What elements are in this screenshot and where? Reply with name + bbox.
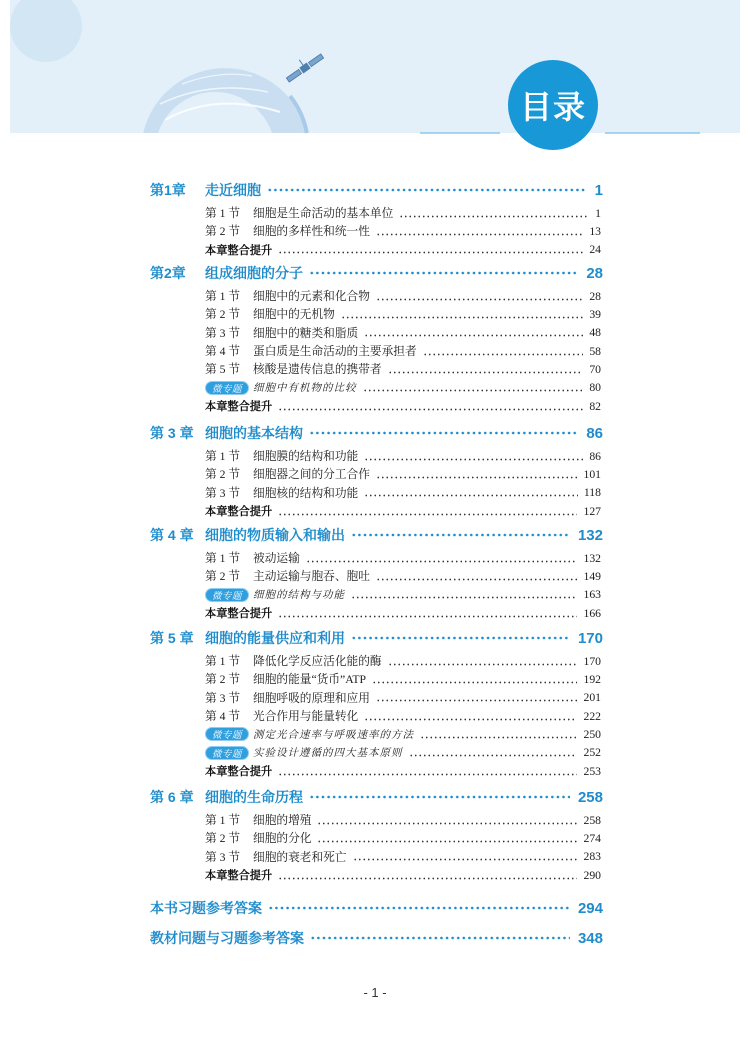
review-page: 290 (583, 868, 601, 882)
section-label: 第 2 节 (205, 308, 241, 322)
section-title: 细胞的多样性和统一性 (253, 225, 370, 239)
appendix-title: 本书习题参考答案 (150, 900, 262, 916)
section-title: 细胞中的元素和化合物 (253, 290, 370, 304)
section-title: 细胞膜的结构和功能 (253, 450, 359, 464)
chapter-title: 细胞的生命历程 (205, 789, 303, 805)
review-title: 本章整合提升 (205, 608, 273, 621)
dot-leader (376, 233, 583, 236)
section-page: 283 (583, 850, 601, 864)
section-label: 第 1 节 (205, 552, 241, 566)
chapter-block (150, 523, 603, 622)
dot-leader (306, 560, 578, 563)
chapter-label: 第 3 章 (150, 425, 194, 441)
section-title: 细胞器之间的分工合作 (253, 468, 370, 482)
section-title: 细胞中的无机物 (253, 308, 335, 322)
section-title: 核酸是遗传信息的携带者 (253, 363, 382, 377)
section-label: 第 1 节 (205, 655, 241, 669)
section-label: 第 2 节 (205, 832, 241, 846)
topic-badge: 微专题 (205, 727, 249, 741)
section-title: 细胞的能量“货币”ATP (253, 673, 366, 687)
topic-row (150, 725, 603, 743)
topic-row (150, 586, 603, 604)
chapter-block (150, 178, 603, 259)
dot-leader (388, 371, 584, 374)
section-title: 光合作用与能量转化 (253, 710, 359, 724)
chapter-label: 第 4 章 (150, 527, 194, 543)
dot-leader (309, 431, 578, 435)
dot-leader (278, 773, 577, 776)
section-row (150, 465, 603, 483)
topic-row (150, 379, 603, 397)
review-page: 82 (589, 399, 601, 413)
chapter-title: 细胞的基本结构 (205, 425, 303, 441)
topic-title: 细胞中有机物的比较 (253, 383, 357, 395)
chapter-label: 第1章 (150, 182, 186, 198)
review-title: 本章整合提升 (205, 244, 273, 257)
dot-leader (309, 795, 570, 799)
dot-leader (376, 699, 578, 702)
section-row (150, 360, 603, 378)
chapter-page: 132 (577, 526, 603, 544)
toc-title: 目录 (519, 88, 586, 126)
section-row (150, 567, 603, 585)
dot-leader (409, 754, 578, 757)
dot-leader (310, 936, 570, 940)
review-row (150, 604, 603, 622)
section-row (150, 447, 603, 465)
section-label: 第 3 节 (205, 691, 241, 705)
dot-leader (351, 533, 570, 537)
dot-leader (278, 877, 577, 880)
section-title: 细胞中的糖类和脂质 (253, 326, 359, 340)
chapter-title: 细胞的物质输入和输出 (205, 527, 345, 543)
review-row (150, 502, 603, 520)
dot-leader (317, 840, 577, 843)
review-title: 本章整合提升 (205, 870, 273, 883)
page-number: - 1 - (363, 985, 387, 1000)
section-label: 第 3 节 (205, 850, 241, 864)
section-row (150, 342, 603, 360)
topic-page: 80 (589, 381, 601, 395)
section-label: 第 2 节 (205, 673, 241, 687)
section-label: 第 4 节 (205, 710, 241, 724)
appendix-page: 294 (577, 899, 603, 917)
chapter-row (150, 523, 603, 547)
dot-leader (267, 188, 587, 192)
section-page: 118 (583, 486, 601, 500)
section-row (150, 829, 603, 847)
topic-badge: 微专题 (205, 746, 249, 760)
topic-page: 163 (583, 588, 601, 602)
section-row (150, 549, 603, 567)
dot-leader (420, 736, 577, 739)
dot-leader (278, 408, 583, 411)
dot-leader (278, 513, 577, 516)
dot-leader (268, 906, 570, 910)
section-title: 细胞的衰老和死亡 (253, 850, 347, 864)
dot-leader (363, 389, 584, 392)
section-page: 274 (583, 831, 601, 845)
appendix-row (150, 926, 603, 950)
chapter-row (150, 421, 603, 445)
section-label: 第 3 节 (205, 486, 241, 500)
review-row (150, 397, 603, 415)
section-row (150, 848, 603, 866)
section-label: 第 1 节 (205, 290, 241, 304)
section-page: 70 (589, 362, 601, 376)
section-row (150, 484, 603, 502)
dot-leader (364, 458, 583, 461)
section-label: 第 4 节 (205, 345, 241, 359)
dot-leader (351, 636, 570, 640)
appendix-page: 348 (577, 929, 603, 947)
dot-leader (353, 858, 578, 861)
section-page: 170 (583, 654, 601, 668)
dot-leader (341, 316, 583, 319)
section-row (150, 689, 603, 707)
chapter-row (150, 785, 603, 809)
section-page: 101 (583, 467, 601, 481)
topic-page: 252 (583, 746, 601, 760)
section-label: 第 1 节 (205, 207, 241, 221)
review-row (150, 762, 603, 780)
section-title: 细胞核的结构和功能 (253, 486, 359, 500)
section-row (150, 652, 603, 670)
section-page: 201 (583, 691, 601, 705)
appendix-row (150, 896, 603, 920)
section-page: 13 (589, 224, 601, 238)
dot-leader (376, 578, 578, 581)
chapter-row (150, 261, 603, 285)
chapter-label: 第2章 (150, 265, 186, 281)
dot-leader (317, 822, 577, 825)
section-row (150, 287, 603, 305)
section-page: 39 (589, 307, 601, 321)
review-title: 本章整合提升 (205, 766, 273, 779)
topic-badge: 微专题 (205, 381, 249, 395)
section-page: 48 (589, 326, 601, 340)
dot-leader (364, 334, 583, 337)
chapter-page: 1 (594, 181, 603, 199)
chapter-title: 走近细胞 (205, 182, 261, 198)
dot-leader (364, 494, 578, 497)
appendix-title: 教材问题与习题参考答案 (150, 930, 304, 946)
section-label: 第 2 节 (205, 225, 241, 239)
chapter-page: 170 (577, 629, 603, 647)
review-row (150, 241, 603, 259)
section-label: 第 1 节 (205, 814, 241, 828)
dot-leader (351, 596, 577, 599)
section-label: 第 3 节 (205, 326, 241, 340)
section-label: 第 5 节 (205, 363, 241, 377)
dot-leader (423, 353, 584, 356)
topic-badge: 微专题 (205, 588, 249, 602)
section-label: 第 2 节 (205, 570, 241, 584)
topic-title: 测定光合速率与呼吸速率的方法 (253, 729, 414, 741)
topic-title: 实验设计遵循的四大基本原则 (253, 748, 403, 760)
chapter-row (150, 178, 603, 202)
review-page: 24 (589, 243, 601, 257)
section-row (150, 811, 603, 829)
chapter-block (150, 626, 603, 780)
section-title: 细胞的增殖 (253, 814, 312, 828)
section-title: 降低化学反应活化能的酶 (253, 655, 382, 669)
dot-leader (376, 476, 578, 479)
section-title: 细胞是生命活动的基本单位 (253, 207, 394, 221)
topic-page: 250 (583, 727, 601, 741)
dot-leader (372, 681, 577, 684)
chapter-page: 28 (586, 264, 603, 282)
chapter-block (150, 261, 603, 415)
topic-title: 细胞的结构与功能 (253, 590, 345, 602)
chapter-page: 86 (586, 424, 603, 442)
section-page: 58 (589, 344, 601, 358)
section-page: 222 (583, 709, 601, 723)
section-page: 192 (583, 672, 601, 686)
chapter-title: 细胞的能量供应和利用 (205, 630, 345, 646)
section-page: 258 (583, 813, 601, 827)
review-row (150, 866, 603, 884)
topic-row (150, 744, 603, 762)
section-page: 149 (583, 569, 601, 583)
section-page: 132 (583, 551, 601, 565)
section-row (150, 305, 603, 323)
section-page: 28 (589, 289, 601, 303)
section-row (150, 324, 603, 342)
section-label: 第 2 节 (205, 468, 241, 482)
section-row (150, 670, 603, 688)
dot-leader (376, 298, 583, 301)
dot-leader (388, 663, 578, 666)
dot-leader (278, 615, 577, 618)
section-page: 86 (589, 449, 601, 463)
chapter-title: 组成细胞的分子 (205, 265, 303, 281)
chapter-label: 第 6 章 (150, 789, 194, 805)
review-page: 253 (583, 764, 601, 778)
review-page: 166 (583, 606, 601, 620)
review-page: 127 (583, 504, 601, 518)
section-title: 蛋白质是生命活动的主要承担者 (253, 345, 417, 359)
chapter-block (150, 785, 603, 884)
section-row (150, 204, 603, 222)
dot-leader (309, 271, 578, 275)
review-title: 本章整合提升 (205, 506, 273, 519)
dot-leader (399, 215, 589, 218)
section-title: 被动运输 (253, 552, 300, 566)
chapter-row (150, 626, 603, 650)
chapter-label: 第 5 章 (150, 630, 194, 646)
table-of-contents (150, 0, 603, 960)
section-row (150, 707, 603, 725)
section-title: 主动运输与胞吞、胞吐 (253, 570, 370, 584)
section-row (150, 222, 603, 240)
dot-leader (364, 718, 577, 721)
chapter-block (150, 421, 603, 520)
review-title: 本章整合提升 (205, 401, 273, 414)
section-title: 细胞呼吸的原理和应用 (253, 691, 370, 705)
dot-leader (278, 251, 583, 254)
section-label: 第 1 节 (205, 450, 241, 464)
section-title: 细胞的分化 (253, 832, 312, 846)
section-page: 1 (595, 206, 601, 220)
chapter-page: 258 (577, 788, 603, 806)
